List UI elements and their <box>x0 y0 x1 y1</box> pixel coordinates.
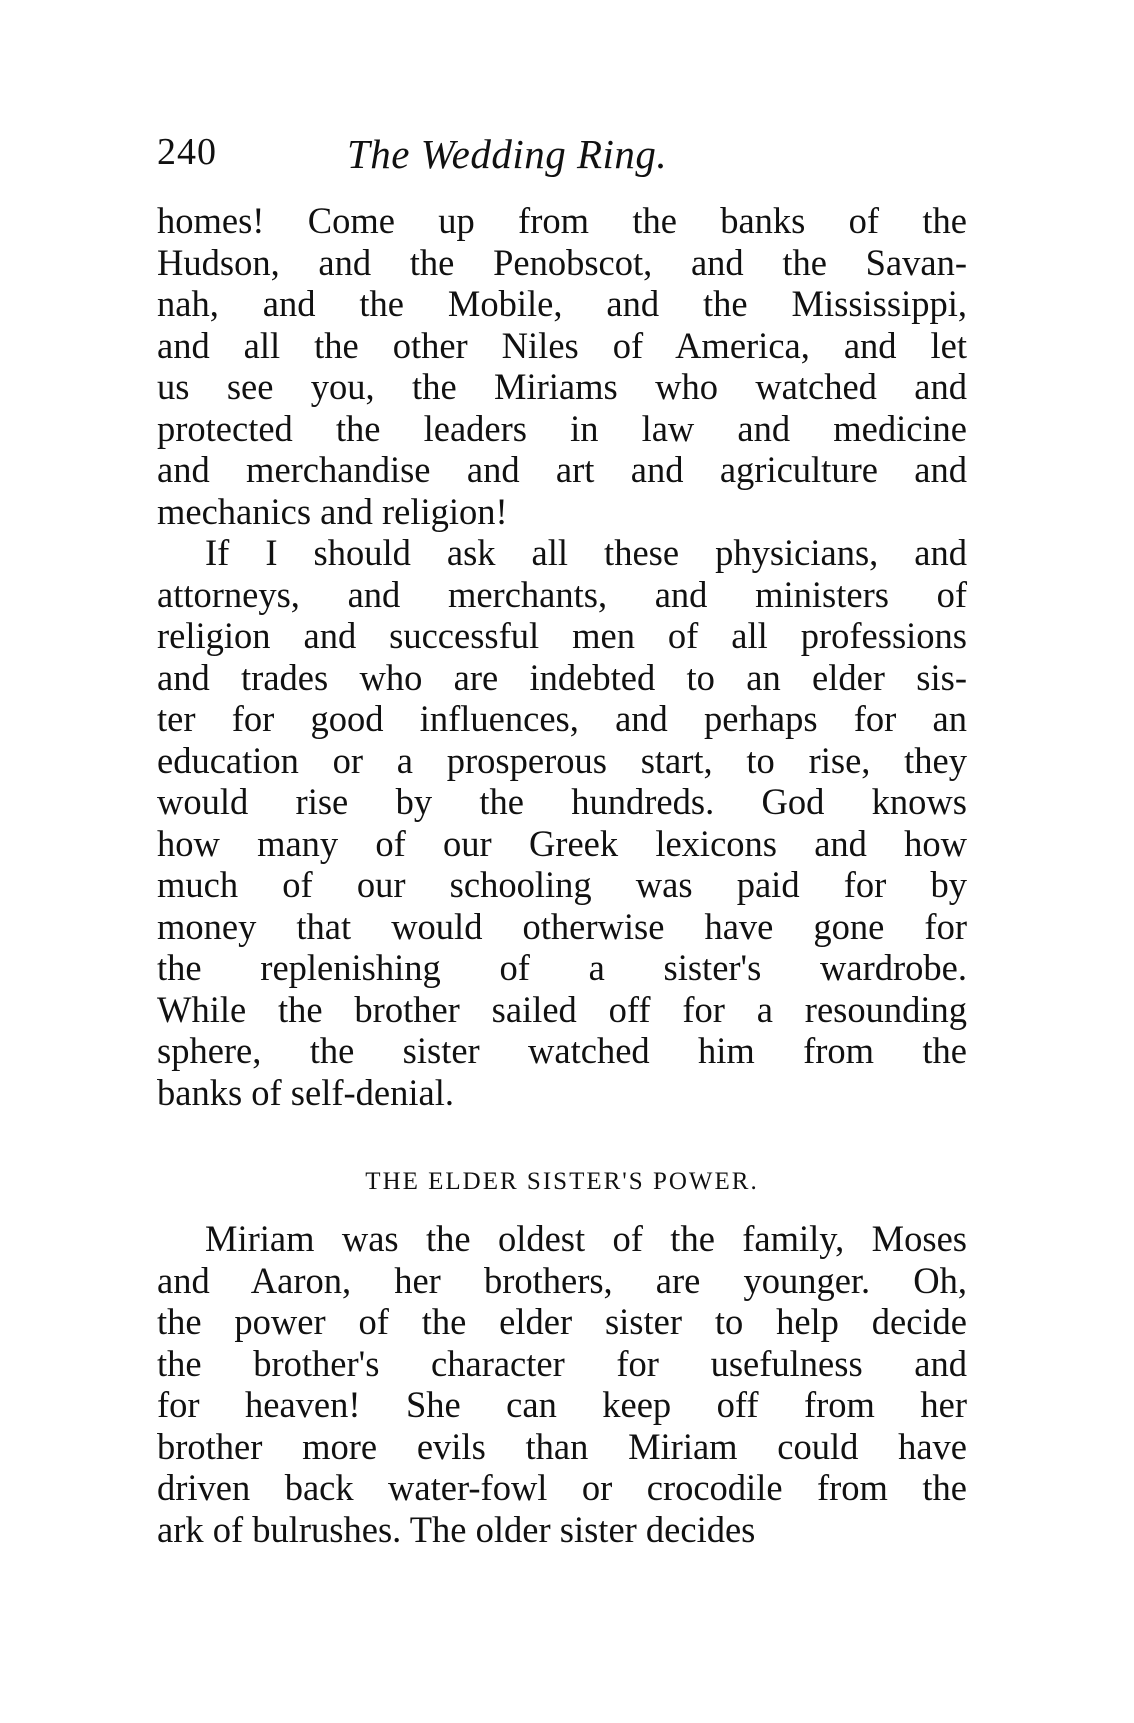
text-line: ark of bulrushes. The older sister decides <box>157 1508 756 1550</box>
text-line: us see you, the Miriams who watched and <box>157 366 967 407</box>
text-line: for heaven! She can keep off from her <box>157 1384 967 1425</box>
text-line: protected the leaders in law and medicine <box>157 407 967 449</box>
text-line: While the brother sailed off for a resounding <box>157 988 967 1030</box>
running-title: The Wedding Ring. <box>347 131 668 177</box>
text-line: and merchandise and art and agriculture and <box>157 449 967 490</box>
text-line: homes! Come up from the banks of the <box>157 200 967 241</box>
text-line: would rise by the hundreds. God knows <box>157 781 967 822</box>
text-line: and Aaron, her brothers, are younger. Oh, <box>157 1259 967 1301</box>
text-line: brother more evils than Miriam could have <box>157 1425 967 1467</box>
text-line: the brother's character for usefulness and <box>157 1342 967 1384</box>
text-line: and trades who are indebted to an elder sis- <box>157 656 967 698</box>
text-line: and all the other Niles of America, and let <box>157 324 967 366</box>
text-line: education or a prosperous start, to rise, they <box>157 739 967 781</box>
text-line: attorneys, and merchants, and ministers of <box>157 573 967 615</box>
text-line: If I should ask all these physicians, and <box>205 532 967 573</box>
text-line: religion and successful men of all professions <box>157 615 967 656</box>
paragraph <box>157 200 967 532</box>
text-line: sphere, the sister watched him from the <box>157 1030 967 1071</box>
text-line: banks of self-denial. <box>157 1071 454 1113</box>
text-line: how many of our Greek lexicons and how <box>157 822 967 864</box>
section-heading: THE ELDER SISTER'S POWER. <box>365 1168 759 1195</box>
text-line: money that would otherwise have gone for <box>157 905 967 947</box>
text-line: Hudson, and the Penobscot, and the Savan- <box>157 241 967 283</box>
text-line: mechanics and religion! <box>157 490 508 532</box>
text-line: nah, and the Mobile, and the Mississippi, <box>157 283 967 324</box>
page-header <box>157 130 967 182</box>
paragraph <box>157 1218 967 1550</box>
text-line: driven back water-fowl or crocodile from the <box>157 1467 967 1508</box>
text-line: the replenishing of a sister's wardrobe. <box>157 947 967 988</box>
body-text-bottom <box>157 1218 967 1550</box>
text-line: much of our schooling was paid for by <box>157 864 967 905</box>
text-line: the power of the elder sister to help decide <box>157 1301 967 1342</box>
paragraph <box>157 532 967 1113</box>
body-text-top <box>157 200 967 1113</box>
text-line: Miriam was the oldest of the family, Moses <box>205 1218 967 1259</box>
page-number: 240 <box>157 131 217 173</box>
text-line: ter for good influences, and perhaps for an <box>157 698 967 739</box>
